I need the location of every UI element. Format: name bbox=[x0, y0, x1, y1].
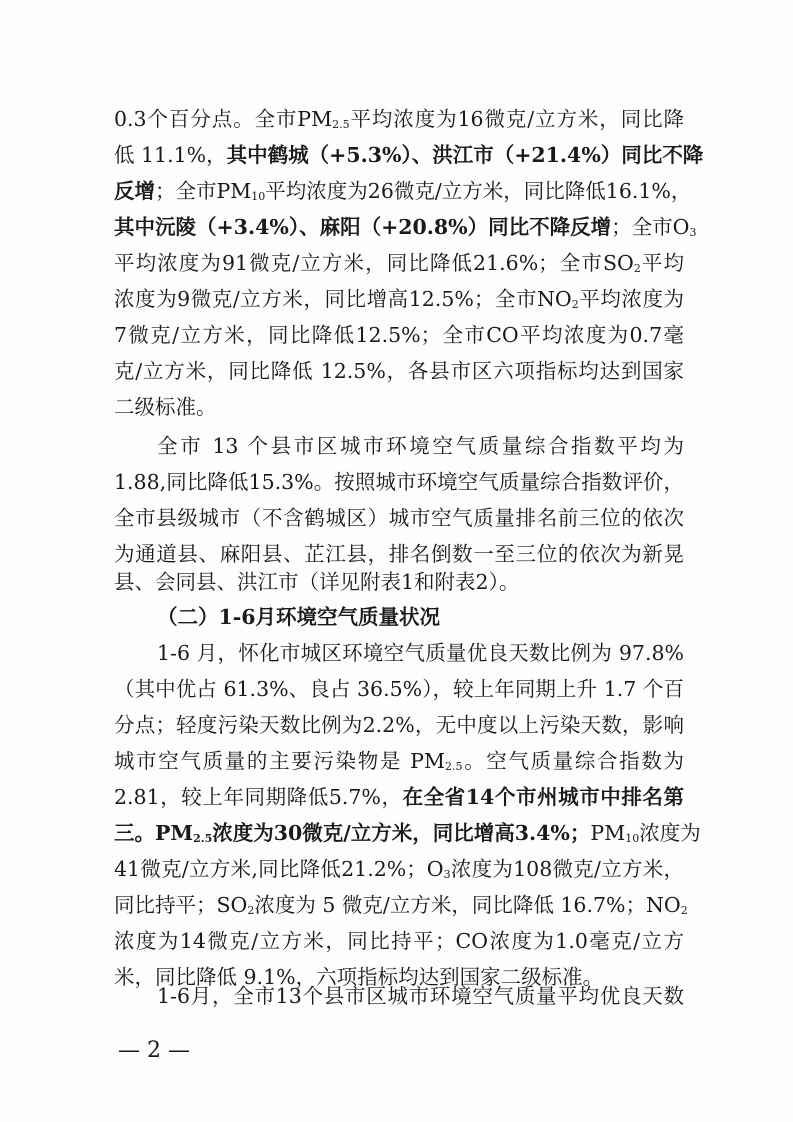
text-line: 全市县级城市（不含鹤城区）城市空气质量排名前三位的依次 bbox=[114, 506, 684, 530]
text-line: 县、会同县、洪江市（详见附表1和附表2）。 bbox=[114, 570, 520, 594]
text-line: 米，同比降低 9.1%，六项指标均达到国家二级标准。 bbox=[114, 965, 604, 989]
text-line: 1.88,同比降低15.3%。按照城市环境空气质量综合指数评价， bbox=[114, 470, 684, 494]
bold-text: 反增 bbox=[114, 179, 155, 203]
text-line: 反增；全市$PM_{10}$平均浓度为26微克/立方米，同比降低16.1%， bbox=[114, 179, 692, 203]
text-line: 7微克/立方米，同比降低12.5%；全市CO平均浓度为0.7毫 bbox=[114, 323, 684, 347]
bold-text: 浓度为30微克/立方米，同比增高3.4%； bbox=[212, 821, 591, 845]
text-line: 浓度为9微克/立方米，同比增高12.5%；全市$NO_2$平均浓度为 bbox=[114, 287, 684, 311]
text-line: 三。$PM_{2.5}$浓度为30微克/立方米，同比增高3.4%；$PM_{10}$浓度为 bbox=[114, 821, 701, 845]
text-line: 低 11.1%，其中鹤城（+5.3%）、洪江市（+21.4%）同比不降 bbox=[114, 143, 704, 167]
bold-text: 三。PM bbox=[114, 821, 194, 845]
text-line: 为通道县、麻阳县、芷江县，排名倒数一至三位的依次为新晃 bbox=[114, 542, 684, 566]
bold-text: 其中沅陵（+3.4%）、麻阳（+20.8%）同比不降反增 bbox=[114, 215, 612, 239]
text-line: 全市 13 个县市区城市环境空气质量综合指数平均为 bbox=[157, 434, 684, 458]
text-line: 二级标准。 bbox=[114, 395, 217, 419]
bold-text: 在全省14个市州城市中排名第 bbox=[402, 785, 684, 809]
text-line: 0.3个百分点。全市$PM_{2.5}$平均浓度为16微克/立方米，同比降 bbox=[114, 107, 684, 131]
text-line: 克/立方米，同比降低 12.5%，各县市区六项指标均达到国家 bbox=[114, 359, 684, 383]
text-line: 其中沅陵（+3.4%）、麻阳（+20.8%）同比不降反增；全市$O_3$ bbox=[114, 215, 697, 239]
text-line: 2.81，较上年同期降低5.7%，在全省14个市州城市中排名第 bbox=[114, 785, 684, 809]
text-line: 城市空气质量的主要污染物是 $PM_{2.5}$。空气质量综合指数为 bbox=[114, 749, 684, 773]
text-line: （其中优占 61.3%、良占 36.5%），较上年同期上升 1.7 个百 bbox=[114, 677, 684, 701]
bold-text: 其中鹤城（+5.3%）、洪江市（+21.4%）同比不降 bbox=[226, 143, 704, 167]
text-line: 浓度为14微克/立方米，同比持平；CO浓度为1.0毫克/立方 bbox=[114, 929, 684, 953]
text-line: 平均浓度为91微克/立方米，同比降低21.6%；全市$SO_2$平均 bbox=[114, 251, 684, 275]
text-line: 同比持平；$SO_2$浓度为 5 微克/立方米，同比降低 16.7%；$NO_2$ bbox=[114, 893, 688, 917]
text-line: 1-6月，全市13个县市区城市环境空气质量平均优良天数 bbox=[157, 984, 684, 1008]
text-line: 分点；轻度污染天数比例为2.2%，无中度以上污染天数，影响 bbox=[114, 713, 684, 737]
text-line: 1-6 月，怀化市城区环境空气质量优良天数比例为 97.8% bbox=[157, 641, 684, 665]
text-line: 41微克/立方米,同比降低21.2%；$O_3$浓度为108微克/立方米， bbox=[114, 857, 684, 881]
page-number: — 2 — bbox=[118, 1038, 190, 1063]
section-heading: （二）1-6月环境空气质量状况 bbox=[157, 605, 441, 629]
